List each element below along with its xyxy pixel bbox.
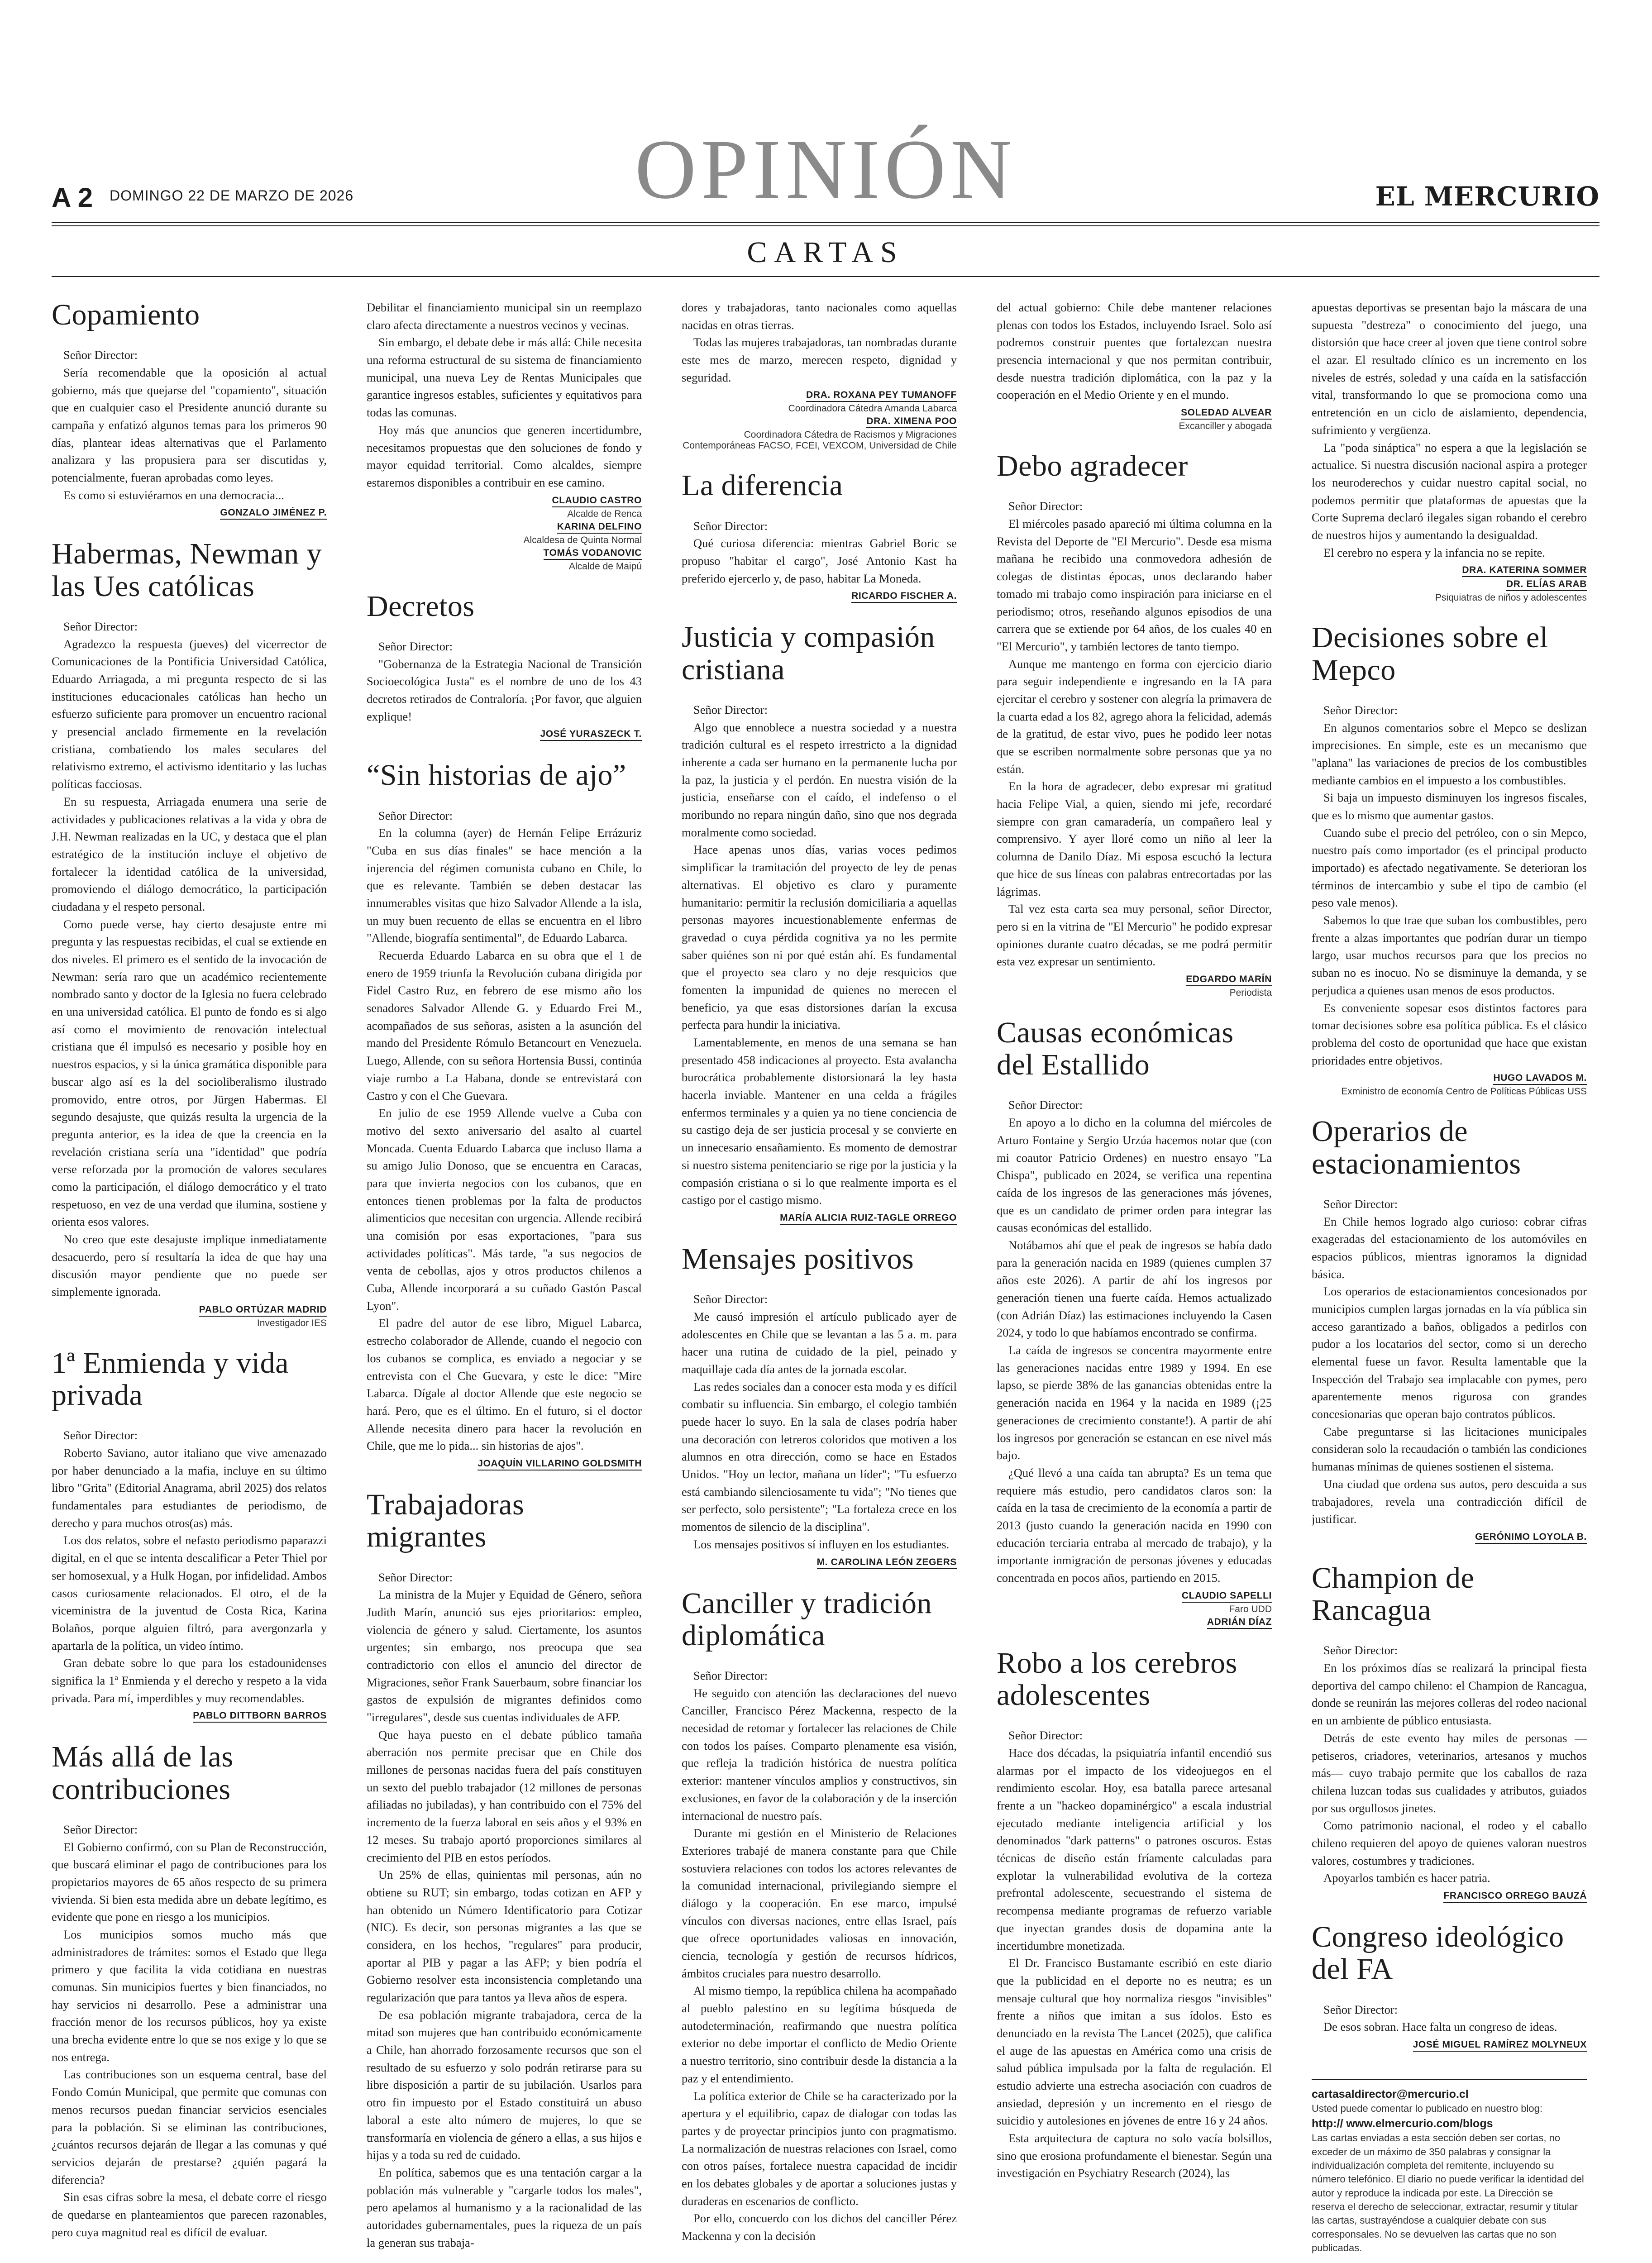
signature-entry <box>367 520 642 546</box>
signature-name: CLAUDIO CASTRO <box>552 495 642 507</box>
letter-paragraph: apuestas deportivas se presentan bajo la máscara de una supuesta "destreza" o conocimiento del juego, una distorsión que hace creer al joven que tiene control sobre el azar. El resultado clínico es un incremento en los niveles de estrés, soledad y una caída en la satisfacción vital, transformando lo que se promociona como una entretención en un ciclo de aislamiento, dependencia, sufrimiento y vergüenza. <box>1312 301 1587 437</box>
letter-paragraph: El Gobierno confirmó, con su Plan de Reconstrucción, que buscará eliminar el pago de contribuciones para los propietarios mayores de 65 años respecto de su primera vivienda. Si bien esta medida abre un debate legítimo, es evidente que pone en riesgo a los municipios. <box>52 1840 327 1924</box>
letter-paragraph: Aunque me mantengo en forma con ejercicio diario para seguir independiente e ingresando en la IA para ejercitar el cerebro y sostener con alegría la primavera de la cuarta edad a los 82, agrego ahora la felicidad, además de la gratitud, de estar vivo, pues he podido leer notas que se escriben normalmente sobre personas que ya no están. <box>997 657 1272 776</box>
column-5 <box>1312 299 1587 2263</box>
letter-paragraph: Sin esas cifras sobre la mesa, el debate corre el riesgo de quedarse en planteamientos que parecen razonables, pero cuya magnitud real es difícil de evaluar. <box>52 2190 327 2239</box>
signature-role: Alcaldesa de Quinta Normal <box>523 535 642 545</box>
letter-paragraph: De esos sobran. Hace falta un congreso de ideas. <box>1323 2020 1557 2034</box>
letter-signature <box>997 406 1272 432</box>
signature-role: Faro UDD <box>1229 1604 1272 1614</box>
letter-paragraph: Tal vez esta carta sea muy personal, señor Director, pero si en la vitrina de "El Mercurio" he podido expresar opiniones durante cuatro décadas, se me podrá permitir esta vez expresar un sentimiento. <box>997 902 1272 969</box>
letter-paragraph: Sin embargo, el debate debe ir más allá: Chile necesita una reforma estructural de su sistema de financiamiento municipal, una nueva Ley de Rentas Municipales que garantice ingresos estables, suficientes y equitativos para todas las comunas. <box>367 335 642 420</box>
letter-paragraph: Los operarios de estacionamientos concesionados por municipios cumplen largas jornadas en la vía pública sin acceso garantizado a baños, obligados a pedirlos con pudor a los locatarios del sector, como si un derecho elemental fuese un favor. Resulta lamentable que la Inspección del Trabajo sea implacable con pymes, pero aparentemente menos rigurosa con grandes concesionarias que operan bajo contratos públicos. <box>1312 1284 1587 1421</box>
letter-paragraph: En política, sabemos que es una tentación cargar a la población más vulnerable y "cargarle todos los males", pero apelamos al humanismo y a la racionalidad de las autoridades gubernamentales, pues la riqueza de un país la generan sus trabaja- <box>367 2165 642 2249</box>
letter-paragraph: Hoy más que anuncios que generen incertidumbre, necesitamos propuestas que den soluciones de fondo y mayor equidad territorial. Como alcaldes, siempre estaremos disponibles a contribuir en ese camino. <box>367 423 642 489</box>
signature-role: Coordinadora Cátedra Amanda Labarca <box>788 403 957 414</box>
letter-paragraph: Sería recomendable que la oposición al actual gobierno, más que quejarse del "copamiento", situación que en cualquier caso el Presidente anunció durante su campaña y enfatizó algunos temas para los primeros 90 días, plantear ideas alternativas que el Parlamento analizara y las propusiera para ser discutidas y, potencialmente, fueran aprobadas como leyes. <box>52 365 327 485</box>
letter-signature <box>367 727 642 741</box>
letter-title: Trabajadoras migrantes <box>367 1488 525 1554</box>
letter-signature <box>1312 2038 1587 2052</box>
letter-paragraph: Señor Director: <box>63 348 138 362</box>
letter-paragraph: Detrás de este evento hay miles de personas —petiseros, criadores, veterinarios, artesanos y muchos más— cuyo trabajo permite que los caballos de raza chilena luzcan todas sus cualidades y atributos, guiados por sus orgullosos jinetes. <box>1312 1731 1587 1815</box>
letter-paragraph: El cerebro no espera y la infancia no se repite. <box>1323 545 1546 559</box>
letter-signature <box>367 493 642 572</box>
letter <box>682 299 957 451</box>
letter-signature <box>1312 1071 1587 1097</box>
letter-paragraph: Es conveniente sopesar esos distintos factores para tomar decisiones sobre esa política pública. Es el clásico problema del costo de oportunidad que hace que existan prioridades entre objetivos. <box>1312 1001 1587 1067</box>
letter-paragraph: Todas las mujeres trabajadoras, tan nombradas durante este mes de marzo, merecen respeto, dignidad y seguridad. <box>682 335 957 384</box>
letter <box>52 299 327 520</box>
letter <box>1312 1562 1587 1903</box>
signature-name: DRA. ROXANA PEY TUMANOFF <box>806 390 957 402</box>
signature-entry <box>1312 1071 1587 1097</box>
contact-email[interactable]: cartasaldirector@mercurio.cl <box>1312 2087 1469 2101</box>
signature-role: Periodista <box>1229 987 1272 998</box>
letter-paragraph: Lamentablemente, en menos de una semana se han presentado 458 indicaciones al proyecto. Esta avalancha burocrática probablemente distorsionará la ley hasta hacerla inviable. Mantener en una celda a frágiles enfermos terminales y a quien ya no tiene conciencia de su castigo deja de ser justicia procesal y se convierte en un innecesario ensañamiento. Es momento de demostrar si nuestro sistema penitenciario se rige por la justicia y la compasión cristiana o si lo que realmente importa es el castigo por el castigo mismo. <box>682 1036 957 1207</box>
signature-entry <box>52 1303 327 1329</box>
letter-paragraph: Los municipios somos mucho más que administradores de trámites: somos el Estado que llega primero y que facilita la vida cotidiana en nuestras comunas. Sin municipios fuertes y bien financiados, no hay servicios ni desarrollo. Pese a administrar una fracción menor de los recursos públicos, hoy ya existe una brecha evidente entre lo que se nos exige y lo que se nos entrega. <box>52 1927 327 2064</box>
letter <box>682 1587 957 2245</box>
letter-signature <box>1312 1889 1587 1903</box>
letter <box>997 1017 1272 1629</box>
signature-role: Alcalde de Renca <box>567 508 642 519</box>
letter-paragraph: Hace dos décadas, la psiquiatría infantil encendió sus alarmas por el impacto de los videojuegos en el rendimiento escolar. Hoy, esa batalla parece artesanal frente a un "hackeo dopaminérgico" a escala industrial ejecutado mediante inteligencia artificial y los denominados "dark patterns" o patrones oscuros. Estas técnicas de diseño están fríamente calculadas para explotar la vulnerabilidad evolutiva de la corteza prefrontal adolescente, secuestrando el sistema de recompensa mediante programas de refuerzo variable que inyectan grandes dosis de dopamina ante la incertidumbre monetizada. <box>997 1746 1272 1953</box>
signature-entry <box>52 506 327 520</box>
signature-entry <box>1312 563 1587 577</box>
letter-title: Robo a los cerebros adolescentes <box>997 1646 1237 1712</box>
signature-name: MARÍA ALICIA RUIZ-TAGLE ORREGO <box>780 1213 957 1225</box>
signature-name: PABLO ORTÚZAR MADRID <box>199 1304 327 1317</box>
letter-paragraph: Apoyarlos también es hacer patria. <box>1323 1871 1490 1885</box>
letter-paragraph: Sabemos lo que trae que suban los combustibles, pero frente a alzas importantes que podrían durar un tiempo largo, usar muchos recursos para que los precios no suban no es inocuo. No se disminuye la demanda, y se perjudica a quienes usan menos de esos productos. <box>1312 913 1587 997</box>
signature-name: CLAUDIO SAPELLI <box>1182 1590 1272 1603</box>
letter-title: Copamiento <box>52 299 200 331</box>
signature-entry <box>682 1211 957 1225</box>
letter <box>367 759 642 1470</box>
letter-paragraph: Qué curiosa diferencia: mientras Gabriel Boric se propuso "habitar el cargo", José Antonio Kast ha preferido ejercerlo y, de paso, habitar La Moneda. <box>682 536 957 585</box>
letter-paragraph: El padre del autor de ese libro, Miguel Labarca, estrecho colaborador de Allende, cuando el negocio con los cubanos se complica, es enviado a negociar y se entrevista con el Che Guevara, y este le dice: "Mire Labarca. Dígale al doctor Allende que este negocio se hará. Pero, que es el último. En el futuro, si el doctor Allende necesita dinero para hacer la revolución en Chile, que me lo pida... sin historias de ajos". <box>367 1316 642 1453</box>
letter-signature <box>52 506 327 520</box>
letter-paragraph: Las redes sociales dan a conocer esta moda y es difícil combatir su influencia. Sin embargo, el colegio también puede hacer lo suyo. En la sala de clases podría haber una decoración con letreros coloridos que motiven a los alumnos en otra dirección, como se hace en Estados Unidos. "Hoy un lector, mañana un líder"; "Tu esfuerzo está cambiando silenciosamente tu vida"; "No tienes que ser perfecto, solo persistente"; "La fortaleza crece en los momentos de silencio de la disciplina". <box>682 1380 957 1534</box>
letter-title: Justicia y compasión cristiana <box>682 621 935 686</box>
letter-paragraph: No creo que este desajuste implique inmediatamente desacuerdo, pero sí resultaría la idea de que hay una discusión mayor pendiente que no puede ser simplemente ignorada. <box>52 1232 327 1299</box>
letter-paragraph: Como puede verse, hay cierto desajuste entre mi pregunta y las respuestas recibidas, el cual se extiende en dos niveles. El primero es el sentido de la invocación de Newman: sería raro que un académico recientemente nombrado santo y doctor de la Iglesia no fuera celebrado en una universidad católica. El punto de fondo es si algo así como el movimiento de renovación intelectual cristiana que él impulsó es necesario y posible hoy en nuestros espacios, y si la única gramática disponible para buscar algo así es la del socioliberalismo ilustrado promovido, entre otros, por Jürgen Habermas. El segundo desajuste, que quizás resulta la urgencia de la pregunta anterior, es la idea de que la creencia en la revelación cristiana sería una "identidad" que podría verse reforzada por la promoción de valores seculares como la participación, el diálogo democrático y el trato respetuoso, en vez de una verdad que ilumina, sostiene y orienta esos valores. <box>52 917 327 1229</box>
letter-paragraph: Esta arquitectura de captura no solo vacía bolsillos, sino que erosiona profundamente el bienestar. Según una investigación en Psychiatry Research (2024), las <box>997 2131 1272 2180</box>
letter-paragraph: Señor Director: <box>1008 1098 1083 1112</box>
letter-paragraph: Cabe preguntarse si las licitaciones municipales consideran solo la recaudación o también las condiciones humanas mínimas de quienes sostienen el sistema. <box>1312 1424 1587 1474</box>
signature-role: Psiquiatras de niños y adolescentes <box>1435 592 1587 603</box>
signature-entry <box>1312 1889 1587 1903</box>
signature-entry <box>1312 2038 1587 2052</box>
letter-signature <box>367 1456 642 1470</box>
signature-name: KARINA DELFINO <box>557 521 642 534</box>
letter-paragraph: La política exterior de Chile se ha caracterizado por la apertura y el equilibrio, capaz de dialogar con todas las partes y de proyectar principios junto con pragmatismo. La normalización de nuestras relaciones con Israel, como con otros países, fortalece nuestra capacidad de incidir en los debates globales y de aportar a soluciones justas y duraderas en escenarios de conflicto. <box>682 2089 957 2208</box>
letter-paragraph: He seguido con atención las declaraciones del nuevo Canciller, Francisco Pérez Mackenna, respecto de la necesidad de retomar y fortalecer las relaciones de Chile con todos los países. Comparto plenamente esa visión, que refleja la tradición histórica de nuestra política exterior: mantener vínculos amplios y constructivos, sin exclusiones, en favor de la colaboración y de la inserción internacional de nuestro país. <box>682 1686 957 1823</box>
signature-entry <box>997 406 1272 432</box>
contact-note: Usted puede comentar lo publicado en nuestro blog: <box>1312 2103 1543 2115</box>
letter-paragraph: Si baja un impuesto disminuyen los ingresos fiscales, que es lo mismo que aumentar gastos. <box>1312 791 1587 822</box>
letter-title: Congreso ideológico del FA <box>1312 1920 1564 1986</box>
letter <box>367 1489 642 2251</box>
letter-paragraph: Debilitar el financiamiento municipal sin un reemplazo claro afecta directamente a nuestros vecinos y vecinas. <box>367 301 642 332</box>
letter-signature <box>997 1589 1272 1629</box>
letter-title: Debo agradecer <box>997 449 1188 483</box>
letter-paragraph: Como patrimonio nacional, el rodeo y el caballo chileno requieren del apoyo de quienes valoran nuestros valores, costumbres y tradiciones. <box>1312 1819 1587 1867</box>
letter <box>52 538 327 1328</box>
column-3 <box>682 299 957 2263</box>
letter-paragraph: Los dos relatos, sobre el nefasto periodismo paparazzi digital, en el que se intenta descalificar a Peter Thiel por ser homosexual, y a Hulk Hogan, por infidelidad. Ambos casos curiosamente relacionados. El otro, el de la viceministra de la juventud de Costa Rica, Karina Bolaños, porque alguien filtró, para avergonzarla y apartarla de la política, un video íntimo. <box>52 1533 327 1652</box>
signature-entry <box>367 1456 642 1470</box>
signature-name: SOLEDAD ALVEAR <box>1181 407 1272 420</box>
signature-entry <box>52 1709 327 1723</box>
letter-paragraph: Señor Director: <box>1008 1728 1083 1743</box>
masthead <box>52 122 1599 281</box>
signature-name: DR. ELÍAS ARAB <box>1506 579 1587 591</box>
letter-paragraph: Señor Director: <box>378 1570 453 1584</box>
letter-paragraph: El Dr. Francisco Bustamante escribió en este diario que la publicidad en el deporte no es neutra; es un mensaje cultural que hoy normaliza riesgos "invisibles" frente a niños que imitan a sus ídolos. Esto es denunciado en la revista The Lancet (2025), que califica el auge de las apuestas en América como una crisis de salud pública impulsada por la falta de regulación. El estudio advierte una estrecha asociación con cuadros de ansiedad, depresión y un incremento en el riesgo de suicidio y autolesiones en jóvenes de entre 16 y 24 años. <box>997 1956 1272 2128</box>
header-rule <box>52 276 1599 277</box>
letter-title: “Sin historias de ajo” <box>367 759 626 792</box>
letter-paragraph: La caída de ingresos se concentra mayormente entre las generaciones nacidas entre 1989 y 1994. En ese lapso, se pierde 38% de las ganancias obtenidas entre la generación nacida en 1964 y la nacida en 1989 (¡25 generaciones de crecimiento constante!). A partir de ahí los ingresos por generación se estancan en ese nivel más bajo. <box>997 1343 1272 1462</box>
letter-paragraph: En algunos comentarios sobre el Mepco se deslizan imprecisiones. En simple, este es un mecanismo que "aplana" las variaciones de precios de los combustibles mediante cambios en el impuesto a los combustibles. <box>1312 721 1587 787</box>
letter-paragraph: Señor Director: <box>63 1428 138 1442</box>
letter <box>997 450 1272 998</box>
letter-paragraph: Agradezco la respuesta (jueves) del vicerrector de Comunicaciones de la Pontificia Universidad Católica, Eduardo Arriagada, a mi pregunta respecto de si las instituciones educacionales católicas han hecho un esfuerzo suficiente para promover un encuentro racional y presencial anclado firmemente en la revelación cristiana, combatiendo los males seculares del relativismo extremo, el activismo identitario y las luchas políticas facciosas. <box>52 637 327 791</box>
letter-paragraph: La "poda sináptica" no espera a que la legislación se actualice. Si nuestra discusión nacional aspira a proteger los neuroderechos y cuidar nuestro capital social, no podemos permitir que plataformas de apuestas que la Corte Suprema declaró ilegales sigan robando el cerebro de nuestros hijos y aumentando la desigualdad. <box>1312 440 1587 542</box>
letter-title: Canciller y tradición diplomática <box>682 1586 932 1652</box>
letter-paragraph: En apoyo a lo dicho en la columna del miércoles de Arturo Fontaine y Sergio Urzúa hacemos notar que (con mi coautor Patricio Ordenes) en nuestro ensayo "La Chispa", publicado en 2024, se verifica una repentina caída de los ingresos de las generaciones más jóvenes, que es un candidato de primer orden para integrar las causas económicas del estallido. <box>997 1116 1272 1235</box>
letter-paragraph: Señor Director: <box>693 1669 768 1683</box>
letter-title: Causas económicas del Estallido <box>997 1016 1234 1082</box>
signature-name: JOSÉ MIGUEL RAMÍREZ MOLYNEUX <box>1413 2039 1587 2052</box>
letter-title: Mensajes positivos <box>682 1242 914 1275</box>
signature-role: Coordinadora Cátedra de Racismos y Migraciones Contemporáneas FACSO, FCEI, VEXCOM, Universidad de Chile <box>683 430 957 451</box>
letter <box>1312 621 1587 1097</box>
header-rule <box>52 225 1599 226</box>
letter-title: 1ª Enmienda y vida privada <box>52 1346 289 1412</box>
letter <box>682 469 957 603</box>
letter-signature <box>52 1709 327 1723</box>
letter-paragraph: En los próximos días se realizará la principal fiesta deportiva del campo chileno: el Champion de Rancagua, donde se reunirán las mejores colleras del rodeo nacional en un ambiente de público entusiasta. <box>1312 1661 1587 1728</box>
signature-entry <box>682 414 957 451</box>
letter-paragraph: Me causó impresión el artículo publicado ayer de adolescentes en Chile que se levantan a las 5 a. m. para hacer una rutina de cuidado de la piel, peinado y maquillaje cada día antes de la jornada escolar. <box>682 1309 957 1376</box>
letter-paragraph: Al mismo tiempo, la república chilena ha acompañado al pueblo palestino en su legítima búsqueda de autodeterminación, reafirmando que nuestra política exterior no debe importar el conflicto de Medio Oriente a nuestro territorio, sino contribuir desde la distancia a la paz y el entendimiento. <box>682 1984 957 2085</box>
letter-paragraph: En su respuesta, Arriagada enumera una serie de actividades y publicaciones relativas a la vida y obra de J.H. Newman realizadas en la UC, y destaca que el plan estratégico de la institución incluye el objetivo de fortalecer la identidad católica de la universidad, promoviendo el diálogo democrático, la participación ciudadana y el respeto personal. <box>52 794 327 913</box>
signature-name: RICARDO FISCHER A. <box>851 591 957 603</box>
signature-entry <box>682 589 957 603</box>
letter <box>1312 1921 1587 2052</box>
signature-role: Exministro de economía Centro de Políticas Públicas USS <box>1341 1086 1587 1097</box>
letter <box>52 1741 327 2241</box>
column-2 <box>367 299 642 2263</box>
letter-paragraph: En Chile hemos logrado algo curioso: cobrar cifras exageradas del estacionamiento de los automóviles en espacios públicos, mientras ignoramos la dignidad básica. <box>1312 1214 1587 1281</box>
letter <box>682 1243 957 1569</box>
signature-role: Investigador IES <box>257 1318 327 1328</box>
letter-signature <box>682 589 957 603</box>
letter-paragraph: Por ello, concuerdo con los dichos del canciller Pérez Mackenna y con la decisión <box>682 2211 957 2243</box>
signature-name: GONZALO JIMÉNEZ P. <box>220 507 327 520</box>
letter-title: La diferencia <box>682 469 843 502</box>
letter-paragraph: Hace apenas unos días, varias voces pedimos simplificar la tramitación del proyecto de ley de penas alternativas. El objetivo es claro y puramente humanitario: permitir la reclusión domiciliaria a aquellas personas mayores incuestionablemente enfermas de gravedad o cuya pérdida cognitiva ya no les permite saber quiénes son ni por qué están ahí. Es fundamental que el proyecto sea claro y no deje resquicios que fomenten la impunidad de quienes no merecen el beneficio, ya que esas distorsiones darían la excusa perfecta para hundir la iniciativa. <box>682 843 957 1032</box>
column-1 <box>52 299 327 2263</box>
letter-paragraph: ¿Qué llevó a una caída tan abrupta? Es un tema que requiere más estudio, pero candidatos claros son: la caída en la tasa de crecimiento de la economía a partir de 2013 (justo cuando la generación nacida en 1990 con educación terciaria entraba al mercado de trabajo), y la importante inmigración de personas jóvenes y educadas concentrada en pocos años, partiendo en 2015. <box>997 1466 1272 1585</box>
letter-paragraph: Señor Director: <box>693 1292 768 1306</box>
letter-title: Más allá de las contribuciones <box>52 1740 234 1806</box>
signature-name: DRA. KATERINA SOMMER <box>1462 565 1587 577</box>
letter-paragraph: Señor Director: <box>63 1822 138 1836</box>
letter-paragraph: Señor Director: <box>1323 1643 1398 1657</box>
contact-box <box>1312 2079 1587 2255</box>
letter-paragraph: Gran debate sobre lo que para los estadounidenses significa la 1ª Enmienda y el derecho y respeto a la vida privada. Para mí, imperdibles y muy recomendables. <box>52 1656 327 1705</box>
letter <box>367 590 642 741</box>
signature-name: JOAQUÍN VILLARINO GOLDSMITH <box>477 1458 642 1470</box>
signature-entry <box>1312 577 1587 603</box>
letter-signature <box>52 1303 327 1329</box>
letter-paragraph: Señor Director: <box>1008 499 1083 513</box>
letter-paragraph: del actual gobierno: Chile debe mantener relaciones plenas con todos los Estados, incluyendo Israel. Solo así podremos construir puentes que fortalezcan nuestra presencia internacional y que nos permitan contribuir, desde nuestra tradición diplomática, con la paz y la cooperación en el Medio Oriente y en el mundo. <box>997 301 1272 402</box>
letter-paragraph: Los mensajes positivos sí influyen en los estudiantes. <box>693 1537 950 1551</box>
blog-link[interactable]: http:// www.elmercurio.com/blogs <box>1312 2117 1493 2130</box>
page-date: DOMINGO 22 DE MARZO DE 2026 <box>110 187 354 204</box>
letter-paragraph: Señor Director: <box>378 808 453 822</box>
newspaper-name: EL MERCURIO <box>1375 181 1599 212</box>
letter <box>367 299 642 572</box>
letter-title: Decisiones sobre el Mepco <box>1312 621 1548 687</box>
letter-title: Decretos <box>367 589 475 623</box>
letter <box>997 1647 1272 2182</box>
signature-name: ADRIÁN DÍAZ <box>1207 1617 1272 1629</box>
signature-name: FRANCISCO ORREGO BAUZÁ <box>1443 1891 1587 1903</box>
signature-entry <box>682 1555 957 1569</box>
letter-paragraph: Señor Director: <box>693 519 768 533</box>
letter-signature <box>997 972 1272 998</box>
signature-entry <box>997 972 1272 998</box>
signature-entry <box>367 727 642 741</box>
signature-role: Alcalde de Maipú <box>568 561 642 572</box>
letter-paragraph: Señor Director: <box>378 639 453 653</box>
letter <box>682 621 957 1224</box>
letter-paragraph: Señor Director: <box>1323 2002 1398 2016</box>
letter-signature <box>1312 1530 1587 1544</box>
letter-paragraph: En la hora de agradecer, debo expresar mi gratitud hacia Felipe Vial, a quien, siendo mi jefe, recordaré siempre con gran camaradería, un compañero leal y comprensivo. Y ayer lloré como un niño al leer la columna de Danilo Díaz. Mi esposa escuchó la lectura que hice de sus líneas con palabras entrecortadas por las lágrimas. <box>997 779 1272 898</box>
contact-rules: Las cartas enviadas a esta sección deben ser cortas, no exceder de un máximo de 350 palabras y consignar la individualización completa del remitente, incluyendo su número telefónico. El diario no puede verificar la identidad del autor y reproduce la indicada por este. La Dirección se reserva el derecho de seleccionar, extractar, resumir y titular las cartas, sustrayéndose a cualquier debate con sus corresponsales. No se devuelven las cartas que no son publicadas. <box>1312 2132 1584 2254</box>
signature-name: EDGARDO MARÍN <box>1186 974 1272 986</box>
signature-name: GERÓNIMO LOYOLA B. <box>1475 1532 1587 1544</box>
letter-paragraph: Es como si estuviéramos en una democracia... <box>63 488 284 502</box>
page-number: A 2 <box>52 182 93 213</box>
letter-paragraph: Señor Director: <box>693 702 768 716</box>
letter-paragraph: Durante mi gestión en el Ministerio de Relaciones Exteriores trabajé de manera constante para que Chile sostuviera relaciones con todos los actores relevantes de la comunidad internacional, privilegiando siempre el diálogo y la cooperación. En ese marco, impulsé vínculos con diversas naciones, entre ellas Israel, país que ofrece oportunidades valiosas en innovación, ciencia, tecnología y gestión de recursos hídricos, ámbitos cruciales para nuestro desarrollo. <box>682 1826 957 1980</box>
letter-title: Operarios de estacionamientos <box>1312 1115 1521 1180</box>
letter-paragraph: Señor Director: <box>1323 1197 1398 1211</box>
letter-paragraph: De esa población migrante trabajadora, cerca de la mitad son mujeres que han contribuido económicamente a Chile, han ahorrado forzosamente recursos que son el resultado de su esfuerzo y solo podrán retirarse para su libre disposición a partir de su jubilación. Usarlos para otro fin impuesto por el Estado constituirá un abuso laboral a este alto número de mujeres, lo que se transformaría en violencia de género a ellas, a sus hijos e hijas y a toda su red de cuidado. <box>367 2008 642 2162</box>
letter-paragraph: Roberto Saviano, autor italiano que vive amenazado por haber denunciado a la mafia, incluye en su último libro "Grita" (Editorial Anagrama, abril 2025) dos relatos fundamentales para estudiantes de periodismo, de derecho y para muchos otros(as) más. <box>52 1446 327 1530</box>
letter-title: Habermas, Newman y las Ues católicas <box>52 537 322 603</box>
signature-entry <box>1312 1530 1587 1544</box>
letter <box>1312 1115 1587 1544</box>
signature-entry <box>682 388 957 414</box>
letter-paragraph: Cuando sube el precio del petróleo, con o sin Mepco, nuestro país como importador (es el principal producto importado) es afectado negativamente. Se deterioran los términos de intercambio y sube el tipo de cambio (el peso vale menos). <box>1312 826 1587 910</box>
letter-paragraph: Notábamos ahí que el peak de ingresos se había dado para la generación nacida en 1989 (quienes cumplen 37 años este 2026). A partir de ahí los ingresos por generación tienen una fuerte caída. Hemos actualizado (con Adrián Díaz) las estimaciones incluyendo la Casen 2024, y todo lo que habíamos encontrado se confirma. <box>997 1238 1272 1340</box>
signature-name: M. CAROLINA LEÓN ZEGERS <box>817 1557 957 1569</box>
subsection-title: CARTAS <box>747 236 904 269</box>
signature-name: PABLO DITTBORN BARROS <box>193 1710 327 1723</box>
letter <box>1312 299 1587 603</box>
letter-signature <box>682 388 957 451</box>
letter-paragraph: dores y trabajadoras, tanto nacionales como aquellas nacidas en otras tierras. <box>682 301 957 332</box>
letter <box>52 1347 327 1723</box>
signature-entry <box>367 493 642 520</box>
signature-entry <box>367 546 642 572</box>
letter-paragraph: "Gobernanza de la Estrategia Nacional de Transición Socioecológica Justa" es el nombre de uno de los 43 decretos retirados de Contraloría. ¡Por favor, que alguien explique! <box>367 657 642 723</box>
letter-paragraph: En la columna (ayer) de Hernán Felipe Errázuriz "Cuba en sus días finales" se hace mención a la injerencia del régimen comunista cubano en Chile, lo que es relevante. También se deben destacar las innumerables visitas que hizo Salvador Allende a la isla, un muy buen recuento de ellas se encuentra en el libro "Allende, biografía sentimental", de Eduardo Labarca. <box>367 826 642 945</box>
letter-paragraph: Señor Director: <box>63 619 138 633</box>
letter-title: Champion de Rancagua <box>1312 1561 1475 1627</box>
letter-paragraph: Algo que ennoblece a nuestra sociedad y a nuestra tradición cultural es el respeto irrestricto a la dignidad inherente a cada ser humano en la permanente lucha por la paz, la justicia y el perdón. En nuestra visión de la justicia, enseñarse con el caído, el indefenso o el moribundo no repara ningún daño, sino que nos degrada moralmente como sociedad. <box>682 720 957 839</box>
letter-paragraph: La ministra de la Mujer y Equidad de Género, señora Judith Marín, anunció sus ejes prioritarios: empleo, violencia de género y salud. Ciertamente, los asuntos urgentes; sin embargo, nos preocupa que sea contradictorio con ellos el anuncio del director de Migraciones, señor Frank Sauerbaum, sobre financiar los gastos de expulsión de migrantes definidos como "irregulares", desde sus cuentas individuales de AFP. <box>367 1588 642 1724</box>
letter <box>997 299 1272 432</box>
letter-signature <box>682 1555 957 1569</box>
letter-paragraph: Una ciudad que ordena sus autos, pero descuida a sus trabajadores, revela una contradicción difícil de justificar. <box>1312 1477 1587 1526</box>
signature-role: Excanciller y abogada <box>1179 421 1272 432</box>
column-4 <box>997 299 1272 2263</box>
letter-paragraph: En julio de ese 1959 Allende vuelve a Cuba con motivo del sexto aniversario del asalto al cuartel Moncada. Cuenta Eduardo Labarca que incluso llama a su amigo Julio Donoso, que se encuentra en Caracas, para que invierta negocios con los cubanos, que en entonces tienen problemas por la falta de productos alimenticios que necesitan con urgencia. Allende recibirá una comisión por esas exportaciones, "para sus actividades políticas". Más tarde, "a sus negocios de venta de cebollas, ajos y otros productos chilenos a Cuba, Allende incorporará a su cuñado Gastón Pascal Lyon". <box>367 1106 642 1313</box>
letter-paragraph: El miércoles pasado apareció mi última columna en la Revista del Deporte de "El Mercurio". Desde esa misma mañana he recibido una conmovedora adhesión de colegas de distintas épocas, unos declarando haber tomado mi trabajo como inspiración para iniciarse en el periodismo; otros, reseñando algunos episodios de una carrera que se extiende por 64 años, de los cuales 40 en "El Mercurio", y también lectores de tanto tiempo. <box>997 517 1272 653</box>
letter-signature <box>1312 563 1587 603</box>
signature-name: JOSÉ YURASZECK T. <box>540 729 642 741</box>
section-title: OPINIÓN <box>635 122 1017 216</box>
signature-entry <box>997 1589 1272 1615</box>
signature-name: DRA. XIMENA POO <box>866 416 957 428</box>
letter-paragraph: Que haya puesto en el debate público tamaña aberración nos permite precisar que en Chile dos millones de personas nacidas fuera del país constituyen un sexto del pueblo trabajador (12 millones de personas afiliadas no jubiladas), y han contribuido con el 75% del incremento de la fuerza laboral en seis años y el 93% en 12 meses. Su trabajo aportó proporciones similares al crecimiento del PIB en estos períodos. <box>367 1728 642 1864</box>
signature-entry <box>997 1615 1272 1629</box>
signature-name: TOMÁS VODANOVIC <box>544 548 642 560</box>
signature-name: HUGO LAVADOS M. <box>1493 1073 1587 1085</box>
letter-signature <box>682 1211 957 1225</box>
header-rule <box>52 222 1599 223</box>
letter-paragraph: Las contribuciones son un esquema central, base del Fondo Común Municipal, que permite que comunas con menos recursos puedan financiar servicios esenciales para la población. Si se eliminan las contribuciones, ¿cuántos recursos dejarán de llegar a las comunas y qué servicios dejarán de prestarse? ¿quién pagará la diferencia? <box>52 2067 327 2187</box>
letter-paragraph: Un 25% de ellas, quinientas mil personas, aún no obtiene su RUT; sin embargo, todas cotizan en AFP y han obtenido un Número Identificatorio para Cotizar (NIC). Es decir, son personas migrantes a las que se considera, en los hechos, "regulares" para producir, aportar al PIB y pagar a las AFP; y bien podría el Gobierno resolver esta inconsistencia completando una regularización que para tantos ya lleva años de espera. <box>367 1868 642 2004</box>
letter-paragraph: Señor Director: <box>1323 703 1398 717</box>
letter-paragraph: Recuerda Eduardo Labarca en su obra que el 1 de enero de 1959 triunfa la Revolución cubana dirigida por Fidel Castro Ruz, en febrero de ese mismo año los senadores Salvador Allende G. y Eduardo Frei M., acompañados de sus señoras, asisten a la asunción del mando del Presidente Rómulo Betancourt en Venezuela. Luego, Allende, con su señora Hortensia Bussi, continúa viaje rumbo a La Habana, donde se entrevistará con Castro y con el Che Guevara. <box>367 949 642 1103</box>
